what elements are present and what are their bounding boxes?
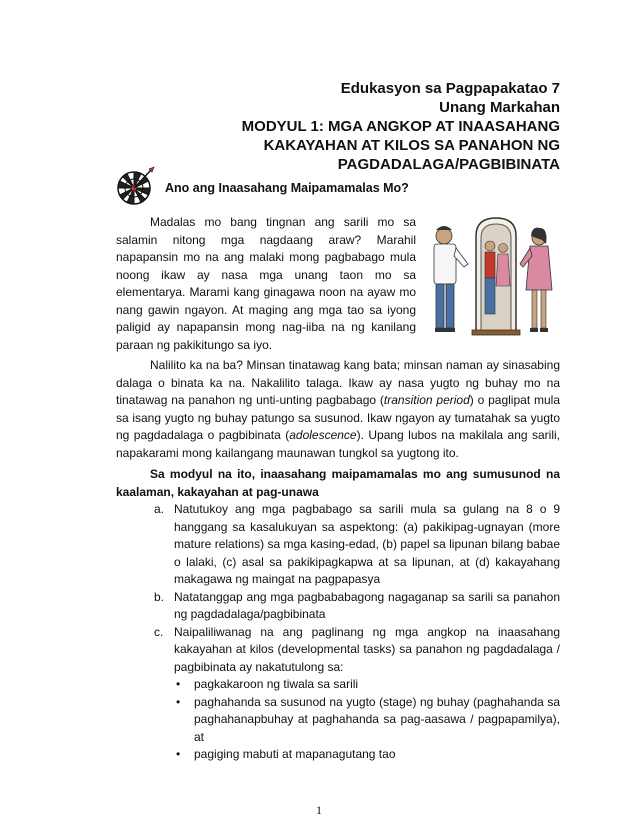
list-item (116, 624, 560, 677)
module-title-line3: PAGDADALAGA/PAGBIBINATA (337, 156, 560, 173)
dartboard-icon (116, 166, 156, 206)
list-item-text: Naipaliliwanag na ang paglinang ng mga angkop na inaasahang kakayahan at kilos (developmental tasks) sa panahon ng pagdadalaga / pagbibinata ay nakatutulong sa: (174, 624, 560, 674)
list-item-text: Natutukoy ang mga pagbabago sa sarili mula sa gulang na 8 o 9 hanggang sa kasalukuyan sa aspektong: (a) pakikipag-ugnayan (more mature relations) sa mga kasing-edad, (b) papel sa lipunan bilang babae o lalaki, (c) asal sa pakikipagkapwa at sa lipunan, at (d) kakayahang makagawa ng maingat na pagpapasya (174, 502, 560, 586)
transition-paragraph (116, 357, 560, 462)
paragraph2-italic-transition: transition period (383, 393, 470, 407)
module-title-line2: KAKAYAHAN AT KILOS SA PANAHON NG (263, 137, 560, 154)
objectives-intro: Sa modyul na ito, inaasahang maipamamalas mo ang sumusunod na kaalaman, kakayahan at pag-unawa (116, 467, 560, 499)
page-number: 1 (316, 803, 322, 817)
bullet-text: paghahanda sa susunod na yugto (stage) ng buhay (paghahanda sa paghahanapbuhay at paghahanda sa pag-aasawa / pagpapamilya), at (194, 694, 560, 744)
quarter-title: Unang Markahan (439, 99, 560, 116)
bullet-item (116, 676, 560, 694)
bullet-item (116, 694, 560, 747)
module-title-line1: MODYUL 1: MGA ANGKOP AT INAASAHANG (241, 118, 560, 135)
intro-paragraph: Madalas mo bang tingnan ang sarili mo sa salamin nitong mga nagdaang araw? Marahil napapansin mo na ang malaki mong pagbabago mula noong ikaw ay nasa mga unang taon mo sa elementarya. Marami kang ginagawa noon na ayaw mo nang gawin ngayon. At maging ang mga tao sa iyong paligid ay napapansin mong nag-iiba na ng kanilang paraan ng pakikitungo sa iyo. (116, 215, 416, 352)
bullet-icon: • (176, 694, 181, 709)
list-item-text: Natatanggap ang mga pagbababagong nagaganap sa sarili sa panahon ng pagdadalaga/pagbibinata (174, 589, 560, 621)
list-item-label: c. (154, 624, 164, 639)
bullet-item (116, 746, 560, 764)
list-item-label: b. (154, 589, 165, 604)
subject-title: Edukasyon sa Pagpapakatao 7 (340, 80, 560, 97)
paragraph2-text-b: ) o paglipat mula sa isang yugto ng buhay patungo sa susunod. Ikaw ngayon ay tumatahak sa yugto ng pagdadalaga o pagbibinata ( (116, 393, 560, 442)
list-item (116, 589, 560, 624)
objectives-list (116, 501, 560, 764)
paragraph2-italic-adolescence: adolescence (289, 428, 357, 442)
list-item (116, 501, 560, 589)
list-item-label: a. (154, 502, 165, 516)
section-question: Ano ang Inaasahang Maipamamalas Mo? (165, 181, 409, 195)
bullet-icon: • (176, 677, 181, 691)
paragraph2-text-a: Nalilito ka na ba? Minsan tinatawag kang bata; minsan naman ay sinasabing dalaga o binata ka na. Nakalilito talaga. Ikaw ay nasa yugto ng buhay mo na tinatawag na panahon ng unti-unting pagbabago ( (116, 358, 560, 407)
bullet-text: pagkakaroon ng tiwala sa sarili (194, 677, 359, 691)
mirror-illustration (424, 214, 559, 339)
bullet-icon: • (176, 747, 181, 761)
paragraph2-text-c: ). Upang lubos na makilala ang sarili, napakarami mong kailangang maunawan tungkol sa yugtong ito. (116, 428, 560, 460)
bullet-text: pagiging mabuti at mapanagutang tao (194, 747, 396, 761)
